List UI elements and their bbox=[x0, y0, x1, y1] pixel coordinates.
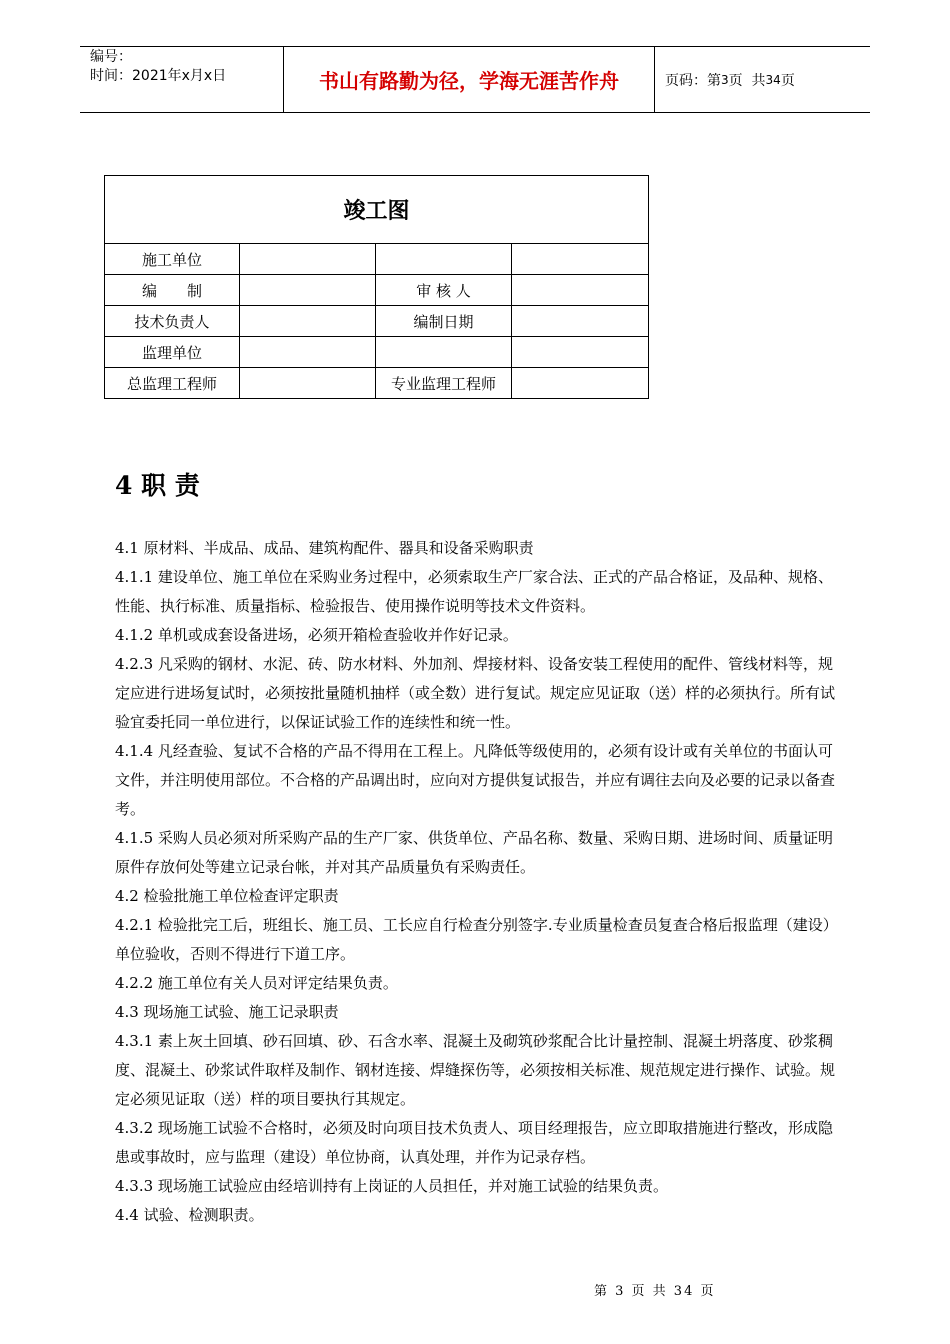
form-cell[interactable] bbox=[240, 337, 376, 368]
form-cell[interactable] bbox=[512, 244, 649, 275]
form-cell[interactable] bbox=[240, 368, 376, 399]
paragraph: 4.1.1 建设单位、施工单位在采购业务过程中，必须索取生产厂家合法、正式的产品合格证，及品种、规格、性能、执行标准、质量指标、检验报告、使用操作说明等技术文件资料。 bbox=[115, 568, 833, 615]
header-page-number bbox=[655, 47, 870, 112]
paragraph: 4.1 原材料、半成品、成品、建筑构配件、器具和设备采购职责 bbox=[115, 539, 534, 557]
number-label: 编号： bbox=[90, 49, 132, 65]
as-built-drawing-form bbox=[104, 175, 649, 399]
header-meta bbox=[80, 47, 283, 112]
paragraph: 4.3.1 素上灰土回填、砂石回填、砂、石含水率、混凝土及砌筑砂浆配合比计量控制、混凝土坍落度、砂浆稠度、混凝土、砂浆试件取样及制作、钢材连接、焊缝探伤等，必须按相关标准、规范规定进行操作、试验。规定必须见证取（送）样的项目要执行其规定。 bbox=[115, 1032, 836, 1108]
form-row bbox=[105, 306, 649, 337]
section-body bbox=[115, 534, 845, 1230]
form-label: 编制日期 bbox=[376, 306, 512, 337]
form-label: 审 核 人 bbox=[376, 275, 512, 306]
paragraph: 4.2.1 检验批完工后，班组长、施工员、工长应自行检查分别签字.专业质量检查员复查合格后报监理（建设）单位验收，否则不得进行下道工序。 bbox=[115, 916, 838, 963]
form-row bbox=[105, 275, 649, 306]
form-cell[interactable] bbox=[240, 244, 376, 275]
paragraph: 4.1.5 采购人员必须对所采购产品的生产厂家、供货单位、产品名称、数量、采购日期、进场时间、质量证明原件存放何处等建立记录台帐，并对其产品质量负有采购责任。 bbox=[115, 829, 833, 876]
form-label: 技术负责人 bbox=[105, 306, 240, 337]
page-suffix: 页 bbox=[780, 72, 795, 89]
form-label: 编 制 bbox=[105, 275, 240, 306]
section-title: 4 职 责 bbox=[115, 471, 200, 500]
form-cell[interactable] bbox=[512, 337, 649, 368]
header-motto: 书山有路勤为径，学海无涯苦作舟 bbox=[283, 47, 655, 112]
paragraph: 4.4 试验、检测职责。 bbox=[115, 1206, 264, 1224]
page-footer: 第 3 页 共 34 页 bbox=[594, 1284, 716, 1299]
form-label bbox=[376, 244, 512, 275]
form-cell[interactable] bbox=[512, 306, 649, 337]
form-label: 专业监理工程师 bbox=[376, 368, 512, 399]
paragraph: 4.3.3 现场施工试验应由经培训持有上岗证的人员担任，并对施工试验的结果负责。 bbox=[115, 1177, 668, 1195]
form-label: 监理单位 bbox=[105, 337, 240, 368]
form-row bbox=[105, 244, 649, 275]
form-label: 施工单位 bbox=[105, 244, 240, 275]
form-label: 总监理工程师 bbox=[105, 368, 240, 399]
paragraph: 4.3.2 现场施工试验不合格时，必须及时向项目技术负责人、项目经理报告，应立即取措施进行整改，形成隐患或事故时，应与监理（建设）单位协商，认真处理，并作为记录存档。 bbox=[115, 1119, 833, 1166]
form-cell[interactable] bbox=[240, 275, 376, 306]
date-label: 时间：2021年x月x日 bbox=[90, 68, 227, 84]
form-cell[interactable] bbox=[376, 337, 512, 368]
paragraph: 4.2.2 施工单位有关人员对评定结果负责。 bbox=[115, 974, 398, 992]
paragraph: 4.1.4 凡经查验、复试不合格的产品不得用在工程上。凡降低等级使用的，必须有设计或有关单位的书面认可文件，并注明使用部位。不合格的产品调出时，应向对方提供复试报告，并应有调往去向及必要的记录以备查考。 bbox=[115, 742, 836, 818]
page-mid: 页 共 bbox=[728, 72, 766, 89]
paragraph: 4.1.2 单机或成套设备进场，必须开箱检查验收并作好记录。 bbox=[115, 626, 518, 644]
form-cell[interactable] bbox=[240, 306, 376, 337]
paragraph: 4.3 现场施工试验、施工记录职责 bbox=[115, 1003, 339, 1021]
form-row bbox=[105, 368, 649, 399]
form-title: 竣工图 bbox=[105, 176, 649, 244]
paragraph: 4.2.3 凡采购的钢材、水泥、砖、防水材料、外加剂、焊接材料、设备安装工程使用的配件、管线材料等，规定应进行进场复试时，必须按批量随机抽样（或全数）进行复试。规定应见证取（送）样的必须执行。所有试验宜委托同一单位进行，以保证试验工作的连续性和统一性。 bbox=[115, 655, 836, 731]
form-cell[interactable] bbox=[512, 368, 649, 399]
page-current: 3 bbox=[721, 72, 729, 87]
paragraph: 4.2 检验批施工单位检查评定职责 bbox=[115, 887, 339, 905]
page-header bbox=[80, 46, 870, 113]
form-row bbox=[105, 337, 649, 368]
page-prefix: 页码：第 bbox=[665, 72, 721, 89]
page-total: 34 bbox=[765, 72, 781, 87]
form-cell[interactable] bbox=[512, 275, 649, 306]
